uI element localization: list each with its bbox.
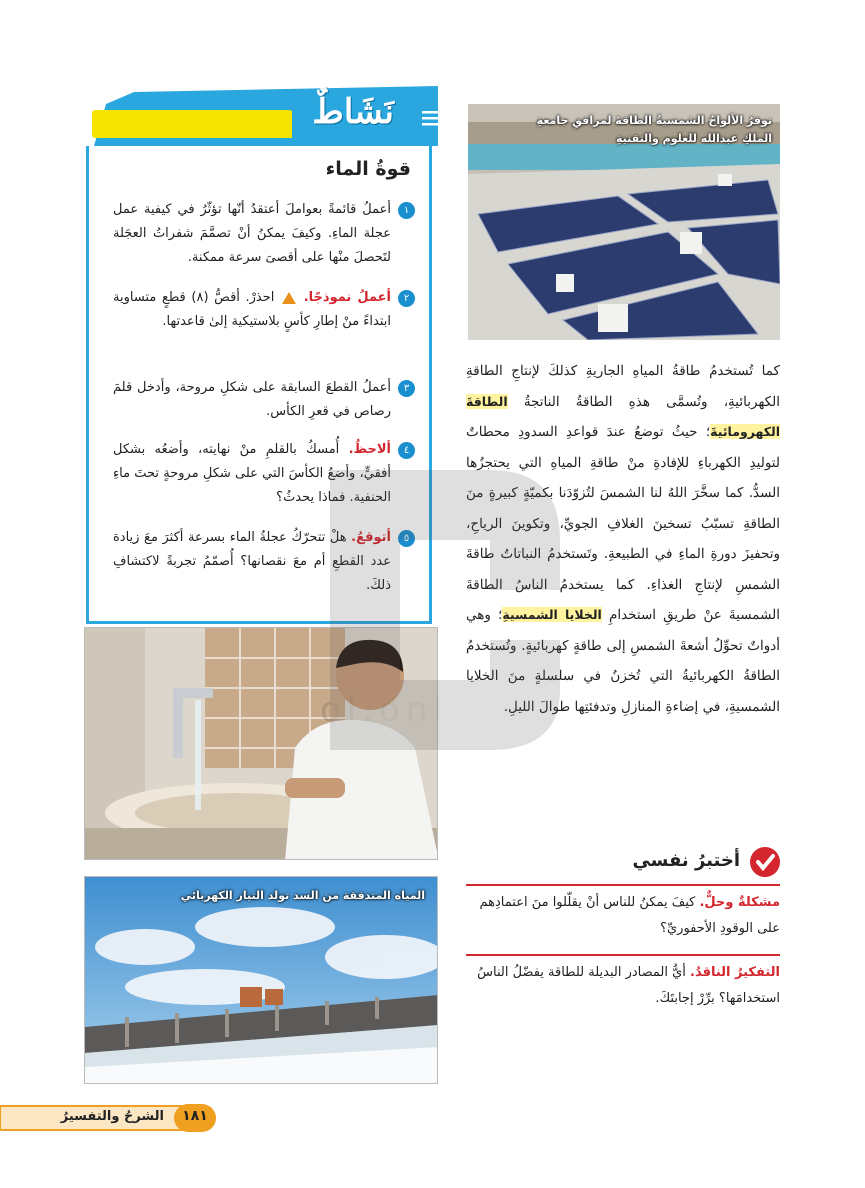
question-label: التفكيرُ الناقدُ.: [690, 965, 780, 980]
activity-step: [113, 526, 413, 598]
step-number: ٤: [398, 442, 415, 459]
step-text-wrapper: [113, 526, 391, 598]
activity-step: [113, 286, 413, 334]
question-text: كيفَ يمكنُ للناس أنْ يقلّلوا منَ اعتمادِهم على الوقودِ الأحفوريِّ؟: [479, 895, 780, 936]
step-label: أتوقعُ.: [351, 530, 391, 545]
step-number: ١: [398, 202, 415, 219]
page-footer: [0, 1102, 218, 1134]
step-text: أعملُ القطعَ السابقة على شكلِ مروحة، وأدخل قلمَ رصاص في قعرِ الكأس.: [113, 380, 391, 419]
activity-step: [113, 198, 413, 270]
step-number: ٥: [398, 530, 415, 547]
main-text-part: كما تُستخدمُ طاقةُ المياهِ الجاريةِ كذلكَ لإنتاجِ الطاقةِ الكهربائيةِ، وتُسمَّى هذهِ الطاقةُ الناتجةُ: [466, 363, 780, 410]
activity-box: [86, 146, 432, 624]
activity-header-title: نَشَاطٌ: [312, 92, 394, 132]
solar-panels-photo: [468, 104, 780, 340]
solar-caption: توفرُ الألواحُ الشمسيةُ الطاقةَ لمرافقِ جامعةِ الملكِ عبدالله للعلوم والتقنيةِ: [536, 114, 772, 145]
main-text-part: ؛ وهي أدواتٌ تحوِّلُ أشعةَ الشمسِ إلى طاقةٍ كهربائيةٍ. وتُستخدمُ الطاقةُ الكهربائيةُ التي تُخزنُ في سلسلةٍ منَ الخلايا الشمسيةِ، في إضاءةِ المنازلِ وتدفئتِها طوالَ الليلِ.: [466, 607, 780, 715]
activity-header: [86, 86, 438, 148]
question-text: أيُّ المصادر البديلة للطاقة يفضّلُ الناسُ استخدامَها؟ برِّرْ إجابتَكَ.: [477, 965, 780, 1006]
boy-faucet-photo: [84, 627, 438, 860]
main-paragraph: [466, 356, 780, 722]
main-text-part: ؛ حيثُ توضعُ عندَ قواعدِ السدودِ محطاتٌ لتوليدِ الكهرباءِ للإفادةِ منْ طاقةِ المياهِ التي يحتجزُها السدُّ. كما سخَّرَ اللهُ لنا الشمسَ لتُزوّدَنا بكميّةٍ كبيرةٍ منَ الطاقةِ تسبّبُ تسخينَ الغلافِ الجويِّ، وتكوينَ الرياحِ، وتحفيزَ دورةِ الماءِ في الطبيعةِ. وتَستخدمُ النباتاتُ طاقةَ الشمسِ لإنتاجِ الغذاءِ. كما يستخدمُ الناسُ الطاقةَ الشمسيةَ عنْ طريقِ استخدامِ: [466, 424, 780, 623]
step-text: أعملُ قائمةً بعواملَ أعتقدُ أنّها تؤثّرُ في كيفية عمل عجلة الماءِ. وكيفَ يمكنُ أنْ تصمَّمَ شفراتُ العجَلة لتَحصلَ منْها على أقصىَ سرعة ممكنة.: [113, 202, 391, 265]
lines-icon: [422, 111, 438, 126]
activity-step: [113, 438, 413, 510]
step-label: ألاحظُ.: [348, 442, 391, 457]
warning-icon: [282, 292, 296, 304]
dam-caption: المياه المتدفقة من السد تولد التيار الكهربائي: [180, 889, 425, 902]
self-test-question: [466, 954, 780, 1012]
self-test-title: أختبرُ نفسي: [632, 850, 740, 871]
checkmark-icon: [750, 847, 780, 877]
activity-step: [113, 376, 413, 424]
step-text: هلْ تتحرّكُ عجلةُ الماء بسرعة أكثرَ معَ زيادة عدد القطعِ أم معَ نقصانها؟ أُصمّمُ تجربةً لاكتشافِ ذلكَ.: [113, 530, 391, 593]
page-number: ١٨١: [182, 1108, 208, 1124]
step-number: ٢: [398, 290, 415, 307]
step-text-wrapper: [113, 438, 391, 510]
footer-label: الشرحُ والتفسيرُ: [60, 1109, 164, 1124]
step-label: أعملُ نموذجًا.: [303, 290, 391, 305]
self-test-header: [620, 847, 780, 877]
step-text: أُمسكُ بالقلمِ منْ نهايته، وأضعُه بشكل أفقيٍّ، وأضعُ الكأسَ التي على شكلِ مروحةٍ تحتَ ماءِ الحنفية. فماذا يحدثُ؟: [113, 442, 391, 505]
step-number: ٣: [398, 380, 415, 397]
highlight-term: الطاقةَ الكهرومائيةَ: [466, 393, 780, 439]
step-text: احذرْ. أقصُّ (٨) قطعٍ متساوية ابتداءً منْ إطارِ كأسٍ بلاستيكية إلىٰ قاعدتها.: [113, 290, 391, 329]
step-text-wrapper: [113, 286, 391, 334]
highlight-term: الخلايا الشمسيةِ: [502, 607, 602, 622]
self-test-question: [466, 884, 780, 942]
question-label: مشكلةٌ وحلٌّ.: [699, 895, 780, 910]
activity-title: قوةُ الماء: [325, 158, 411, 180]
dam-photo: [84, 876, 438, 1084]
